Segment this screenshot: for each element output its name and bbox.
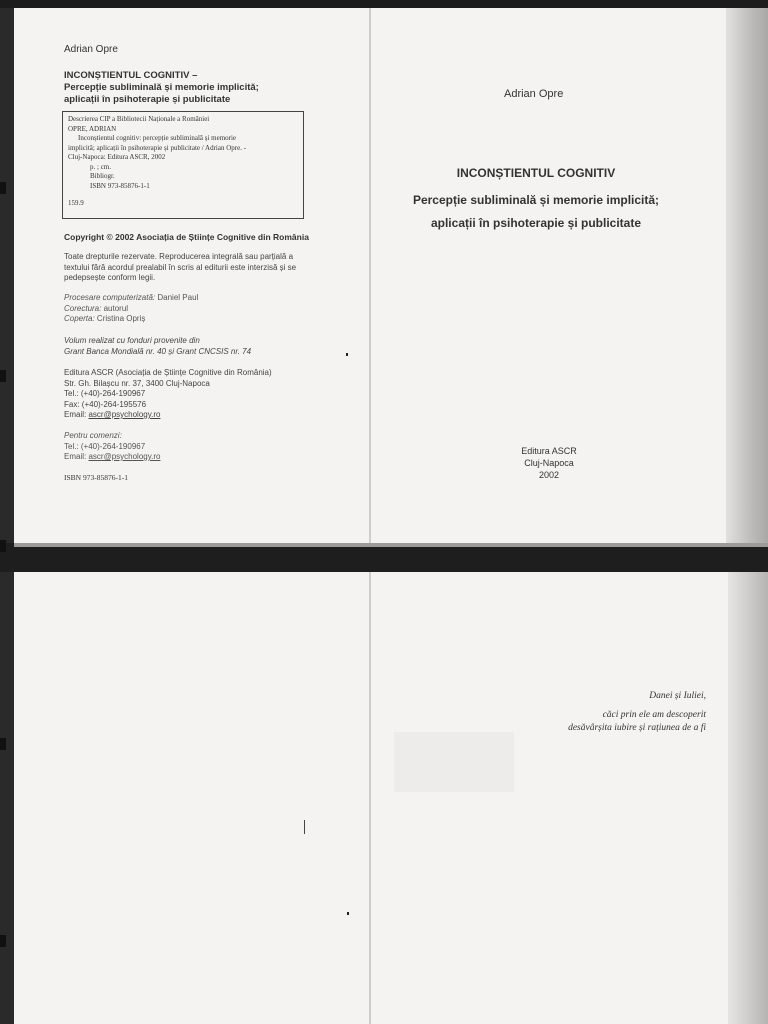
cip-line: ISBN 973-85876-1-1 [90, 181, 150, 190]
page-gutter [369, 8, 371, 543]
email-label: Email: [64, 410, 89, 419]
scan-mark [0, 370, 6, 382]
credit-label: Coperta: [64, 314, 95, 323]
scan-separator [0, 543, 768, 572]
rights-line: pedepsește conform legii. [64, 273, 156, 282]
publisher-phone: Tel.: (+40)-264-190967 [64, 389, 146, 398]
credit-value: Daniel Paul [155, 293, 199, 302]
right-subtitle-line2: aplicații în psihoterapie și publicitate [430, 216, 642, 230]
rights-line: textului fără acordul prealabil în scris al editurii este interzisă și se [64, 262, 297, 272]
credit-value: autorul [101, 303, 129, 313]
credit-proofreading [64, 304, 198, 315]
rights-text [64, 252, 296, 284]
right-title: INCONȘTIENTUL COGNITIV [456, 166, 616, 180]
left-author: Adrian Opre [64, 44, 118, 55]
publisher-address [64, 368, 272, 421]
isbn-left: ISBN 973-85876-1-1 [64, 473, 128, 482]
cip-line: Cluj-Napoca: Editura ASCR, 2002 [68, 153, 166, 161]
cip-line: OPRE, ADRIAN [68, 124, 117, 133]
cip-text [68, 115, 303, 209]
dedication-line1: Danei și Iuliei, [649, 691, 706, 701]
page-edge-shadow [728, 572, 768, 1024]
credits [64, 293, 198, 325]
right-author: Adrian Opre [504, 88, 564, 100]
publisher-line: Str. Gh. Bilașcu nr. 37, 3400 Cluj-Napoca [64, 378, 210, 388]
right-publisher-year: 2002 [538, 470, 560, 480]
cip-line: implicită; aplicații în psihoterapie și publicitate / Adrian Opre. - [68, 143, 247, 152]
orders-label: Pentru comenzi: [64, 431, 122, 440]
speck [347, 912, 349, 915]
page-edge-shadow [726, 8, 768, 543]
cip-line: 159.9 [68, 199, 84, 207]
spread-top [14, 8, 768, 543]
speck [304, 820, 305, 834]
right-publisher-name: Editura ASCR [521, 446, 577, 456]
page-gutter [369, 572, 371, 1024]
publisher-fax: Fax: (+40)-264-195576 [64, 399, 147, 409]
cip-line: Descrierea CIP a Bibliotecii Naționale a României [68, 115, 210, 123]
left-title-line3: aplicații în psihoterapie și publicitate [64, 94, 231, 105]
scan-top-border [0, 0, 768, 8]
dedication-line2: căci prin ele am descoperit [602, 710, 706, 720]
funding [64, 336, 251, 357]
credit-value: Cristina Opriș [94, 314, 146, 323]
email-link[interactable]: ascr@psychology.ro [88, 452, 161, 461]
left-title-line1: INCONȘTIENTUL COGNITIV – [64, 70, 198, 81]
scan-mark [0, 738, 6, 750]
publisher-line: Editura ASCR (Asociația de Științe Cognitive din România) [64, 368, 272, 377]
orders [64, 431, 160, 463]
right-publisher-city: Cluj-Napoca [524, 458, 574, 468]
right-publisher [484, 445, 614, 481]
publisher-email [64, 410, 272, 421]
orders-phone: Tel.: (+40)-264-190967 [64, 441, 146, 451]
bleed-through [394, 732, 514, 792]
right-subtitle-line1: Percepție subliminală și memorie implicită; [412, 193, 660, 207]
dedication-line3: desăvârșita iubire și rațiunea de a fi [568, 723, 706, 733]
email-link[interactable]: ascr@psychology.ro [88, 410, 161, 419]
funding-line: Grant Banca Mondială nr. 40 și Grant CNCSIS nr. 74 [64, 346, 252, 356]
copyright-line: Copyright © 2002 Asociația de Științe Cognitive din România [64, 232, 309, 242]
scan-mark [0, 540, 6, 552]
orders-email [64, 452, 160, 463]
credit-processing [64, 293, 198, 304]
credit-cover [64, 314, 198, 325]
email-label: Email: [64, 452, 89, 461]
sheet-edge-highlight [14, 543, 768, 547]
dedication [568, 690, 706, 735]
left-title-line2: Percepție subliminală și memorie implicită; [64, 82, 259, 93]
scan-mark [0, 182, 6, 194]
credit-label: Corectura: [64, 303, 102, 313]
rights-line: Toate drepturile rezervate. Reproducerea integrală sau parțială a [64, 252, 294, 261]
cip-line: p. ; cm. [90, 162, 111, 171]
credit-label: Procesare computerizată: [64, 293, 156, 302]
scan-mark [0, 935, 6, 947]
funding-line: Volum realizat cu fonduri provenite din [64, 336, 200, 345]
spread-bottom [14, 572, 768, 1024]
speck [346, 353, 348, 356]
cip-line: Bibliogr. [90, 172, 115, 180]
cip-line: Inconștientul cognitiv: percepție subliminală și memorie [78, 134, 237, 142]
